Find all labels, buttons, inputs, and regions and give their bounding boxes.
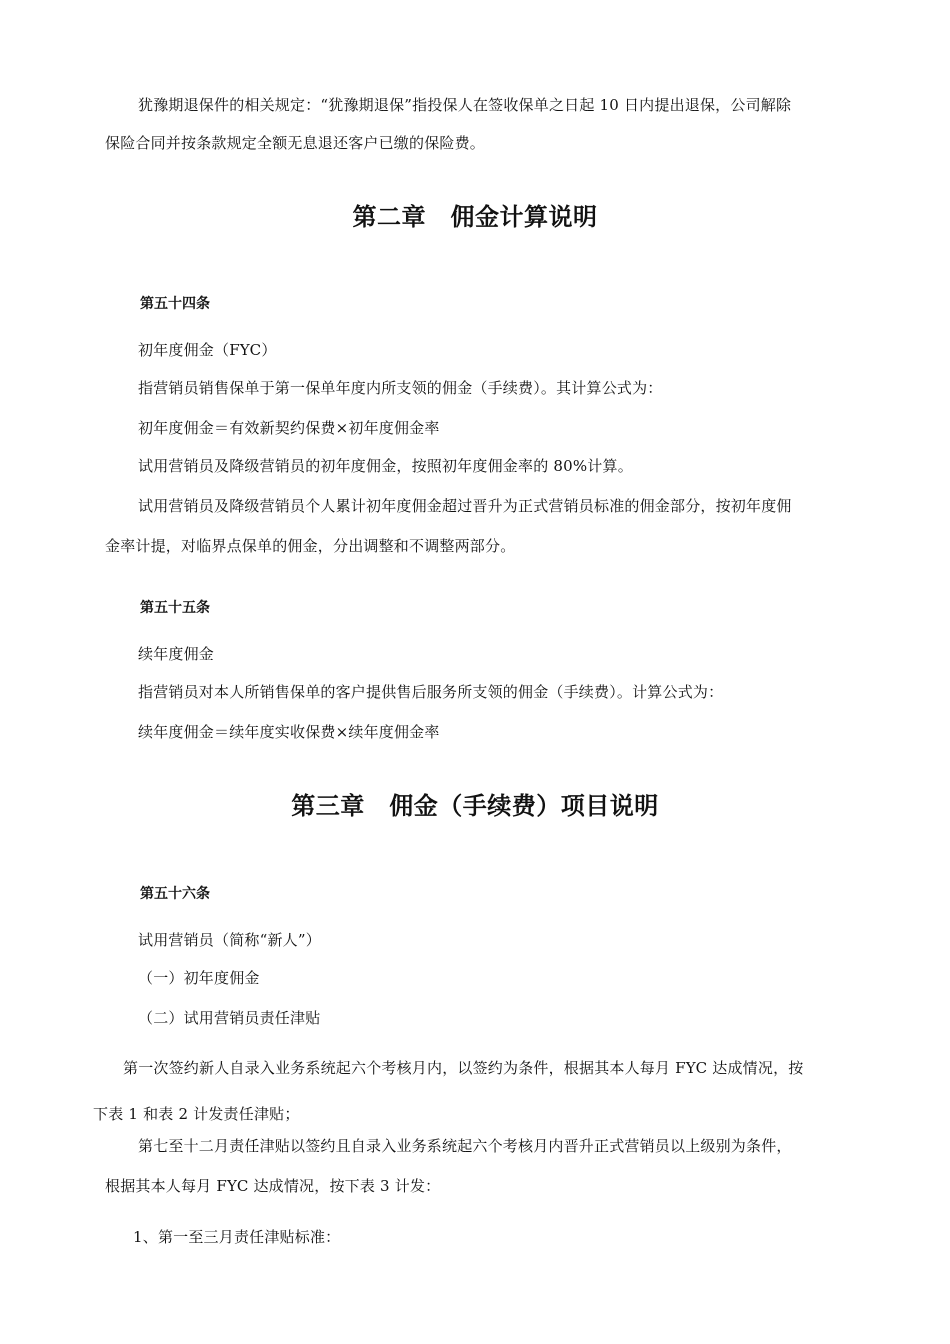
article-55-p1: 续年度佣金 (138, 645, 215, 663)
intro-line-2: 保险合同并按条款规定全额无息退还客户已缴的保险费。 (105, 134, 486, 152)
article-56-p4-line-2: 下表 1 和表 2 计发责任津贴； (93, 1105, 300, 1123)
article-56-p1: 试用营销员（简称“新人”） (138, 931, 321, 949)
article-54-heading: 第五十四条 (140, 296, 210, 312)
article-56-p4-line-1: 第一次签约新人自录入业务系统起六个考核月内，以签约为条件，根据其本人每月 FYC 达成情况，按 (123, 1059, 804, 1077)
article-54-p5-line-1: 试用营销员及降级营销员个人累计初年度佣金超过晋升为正式营销员标准的佣金部分，按初年度佣 (138, 497, 792, 515)
intro-line-1: 犹豫期退保件的相关规定：“犹豫期退保”指投保人在签收保单之日起 10 日内提出退保，公司解除 (138, 96, 792, 114)
article-56-p5-line-2: 根据其本人每月 FYC 达成情况，按下表 3 计发： (105, 1177, 441, 1195)
article-56-p2: （一）初年度佣金 (138, 969, 260, 987)
article-54-p4: 试用营销员及降级营销员的初年度佣金，按照初年度佣金率的 80%计算。 (138, 457, 633, 475)
article-54-p3: 初年度佣金＝有效新契约保费×初年度佣金率 (138, 419, 440, 437)
chapter-3-title: 第三章 佣金（手续费）项目说明 (291, 792, 659, 820)
article-56-p5-line-1: 第七至十二月责任津贴以签约且自录入业务系统起六个考核月内晋升正式营销员以上级别为条件， (138, 1137, 792, 1155)
article-55-heading: 第五十五条 (140, 600, 210, 616)
article-54-p1: 初年度佣金（FYC） (138, 341, 277, 359)
article-54-p2: 指营销员销售保单于第一保单年度内所支领的佣金（手续费）。其计算公式为： (138, 379, 663, 397)
article-55-p3: 续年度佣金＝续年度实收保费×续年度佣金率 (138, 723, 440, 741)
article-56-p6: 1、第一至三月责任津贴标准： (133, 1228, 341, 1246)
article-54-p5-line-2: 金率计提，对临界点保单的佣金，分出调整和不调整两部分。 (105, 537, 516, 555)
article-56-p3: （二）试用营销员责任津贴 (138, 1009, 321, 1027)
chapter-2-title: 第二章 佣金计算说明 (352, 203, 598, 231)
article-55-p2: 指营销员对本人所销售保单的客户提供售后服务所支领的佣金（手续费）。计算公式为： (138, 683, 724, 701)
article-56-heading: 第五十六条 (140, 886, 210, 902)
